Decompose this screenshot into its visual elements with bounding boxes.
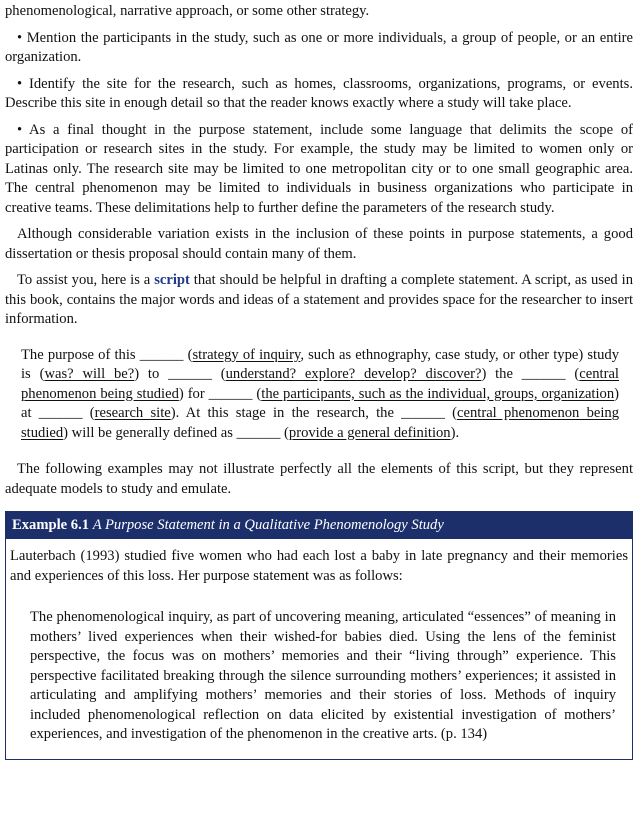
- purpose-script: [21, 346, 619, 444]
- bullet-site: • Identify the site for the research, such as homes, classrooms, organizations, programs, or events. Describe this site in enough detail so that the reader knows exactly where a study will take place.: [5, 75, 633, 111]
- script-text: ) the ______ (: [481, 366, 580, 382]
- script-keyword-link[interactable]: script: [154, 272, 190, 288]
- assist-text-after: that should be helpful in drafting a complete statement. A script, as used in this book, contains the major words and ideas of a statement and provides space for the researcher to insert information.: [5, 272, 633, 327]
- bullet-participants: • Mention the participants in the study, such as one or more individuals, a group of people, or an entire organization.: [5, 29, 633, 65]
- script-text: ) for ______ (: [178, 385, 262, 402]
- script-placeholder-phenomenon-2: central phenomenon being studied: [21, 405, 619, 441]
- script-text: ) at ______ (: [21, 385, 619, 421]
- script-text: ) will be generally defined as ______ (: [63, 424, 289, 441]
- example-box: [5, 511, 633, 760]
- example-number: Example 6.1: [12, 517, 90, 533]
- script-placeholder-phenomenon: central phenomenon being studied: [21, 366, 619, 402]
- script-placeholder-strategy: strategy of inquiry: [192, 346, 301, 363]
- script-text: The purpose of this ______ (: [21, 346, 193, 363]
- example-body: [6, 539, 632, 745]
- script-placeholder-definition: provide a general definition: [288, 424, 451, 441]
- paragraph-continued: phenomenological, narrative approach, or some other strategy.: [5, 3, 370, 19]
- example-intro: Lauterbach (1993) studied five women who had each lost a baby in late pregnancy and their memories and experiences of this loss. Her purpose statement was as follows:: [10, 548, 628, 584]
- script-placeholder-site: research site: [94, 405, 171, 421]
- paragraph-variation: Although considerable variation exists in the inclusion of these points in purpose statements, a good dissertation or thesis proposal should contain many of them.: [5, 226, 633, 262]
- document-page: [5, 0, 633, 760]
- script-text: ).: [450, 424, 460, 441]
- example-title: A Purpose Statement in a Qualitative Phenomenology Study: [92, 517, 444, 533]
- script-text: ). At this stage in the research, the ______ (: [170, 405, 458, 421]
- script-placeholder-tense: was? will be?: [44, 366, 135, 382]
- script-placeholder-verb: understand? explore? develop? discover?: [225, 366, 482, 382]
- bullet-delimits: • As a final thought in the purpose statement, include some language that delimits the scope of participation or research sites in the study. For example, the study may be limited to women only or Latinas only. The research site may be limited to one metropolitan city or to one small geographic area. The central phenomenon may be limited to individuals in business organizations who participate in creative teams. These delimitations help to further define the parameters of the research study.: [5, 121, 633, 216]
- example-quote: The phenomenological inquiry, as part of uncovering meaning, articulated “essences” of meaning in mothers’ lived experiences when their wished-for babies died. Using the lens of the feminist perspective, the focus was on mothers’ memories and their “living through” experience. This perspective facilitated breaking through the silence surrounding mothers’ experiences; it assisted in articulating and amplifying mothers’ memories and their stories of loss. Methods of inquiry included phenomenological reflection on data elicited by existential investigation of mothers’ experiences, and investigation of the phenomenon in the creative arts. (p. 134): [30, 609, 616, 742]
- script-text: , such as ethnography, case study, or other type) study is (: [21, 346, 619, 382]
- assist-text-before: To assist you, here is a: [17, 272, 155, 288]
- paragraph-examples-intro: The following examples may not illustrate perfectly all the elements of this script, but they represent adequate models to study and emulate.: [5, 461, 633, 497]
- script-placeholder-participants: the participants, such as the individual, groups, organization: [261, 385, 615, 402]
- paragraph-assist: [5, 271, 633, 330]
- script-text: ) to ______ (: [134, 366, 226, 382]
- example-header: [6, 511, 632, 539]
